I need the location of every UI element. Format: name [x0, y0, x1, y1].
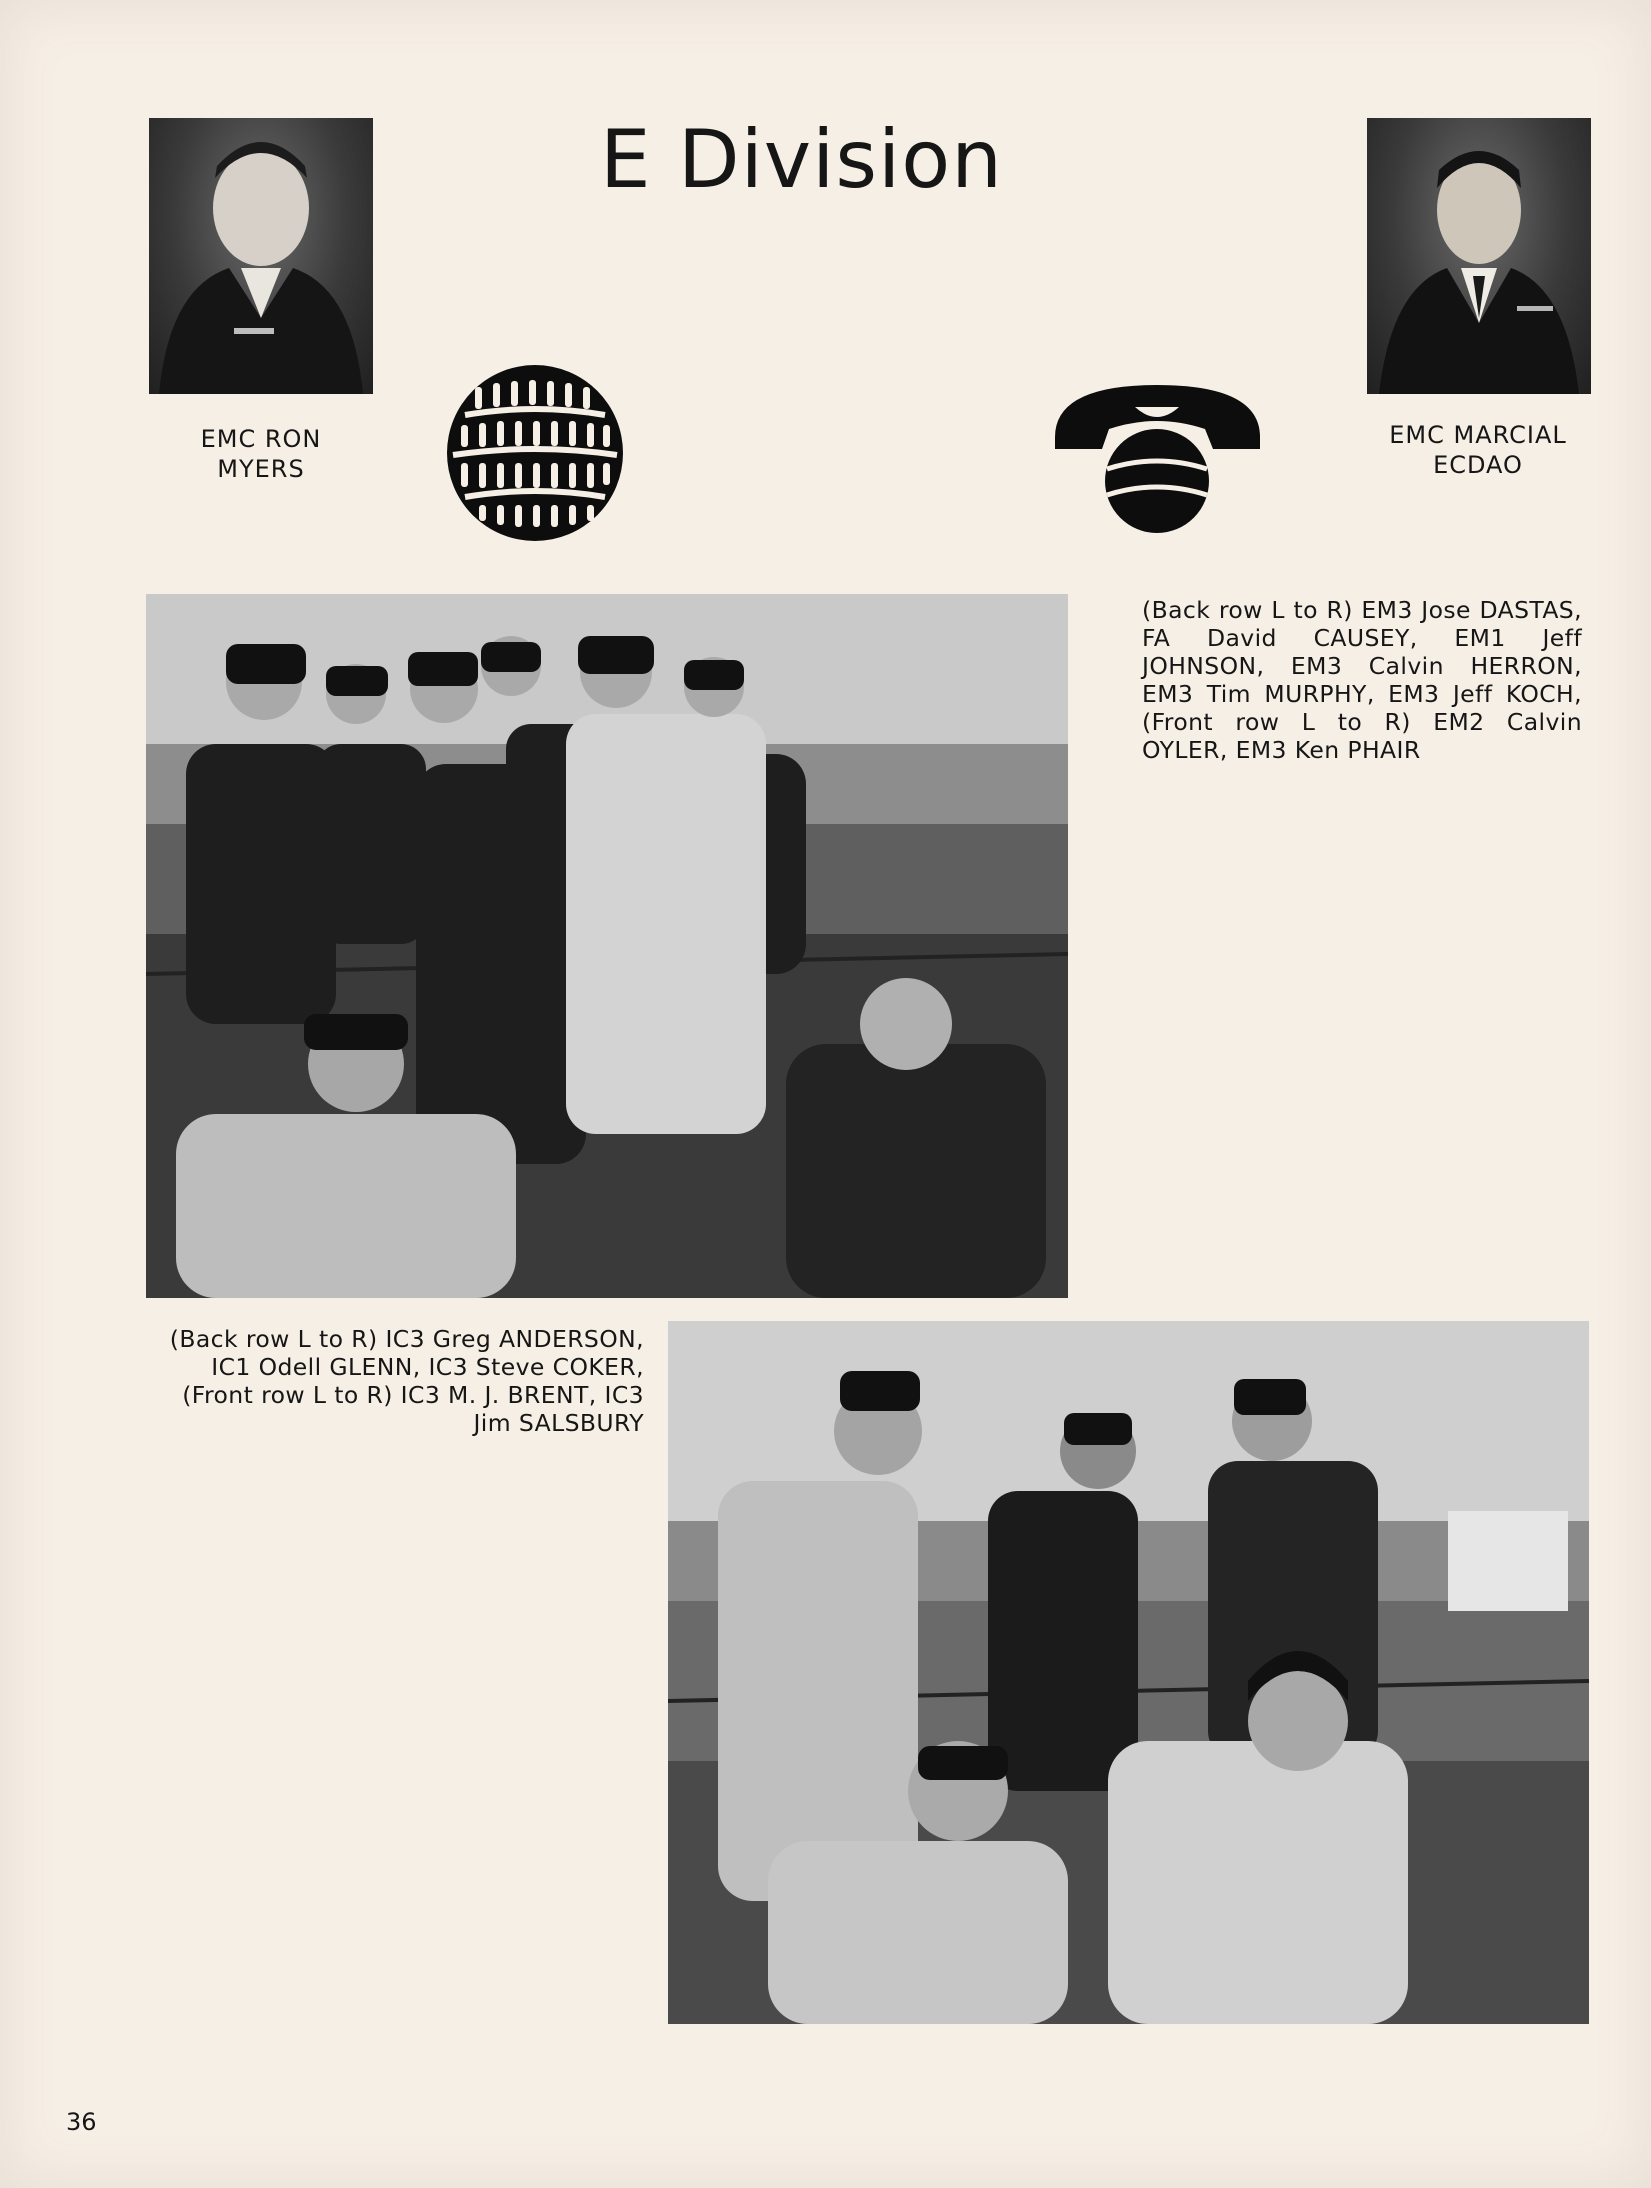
page-number: 36	[66, 2108, 97, 2136]
officer-left-line1: EMC RON	[200, 425, 322, 453]
officer-right-line2: ECDAO	[1433, 451, 1523, 479]
portrait-right-photo	[1367, 118, 1591, 394]
top-photo-caption: (Back row L to R) EM3 Jose DASTAS, FA David CAUSEY, EM1 Jeff JOHNSON, EM3 Calvin HERRON, EM3 Tim MURPHY, EM3 Jeff KOCH, (Front row L to R) EM2 Calvin OYLER, EM3 Ken PHAIR	[1142, 596, 1582, 764]
officer-left-caption	[141, 424, 381, 484]
officer-right-caption	[1358, 420, 1598, 480]
page-title: E Division	[600, 113, 1003, 206]
portrait-left-photo	[149, 118, 373, 394]
bottom-photo-caption: (Back row L to R) IC3 Greg ANDERSON, IC1 Odell GLENN, IC3 Steve COKER, (Front row L to R) IC3 M. J. BRENT, IC3 Jim SALSBURY	[169, 1325, 644, 1437]
group-photo-em	[146, 594, 1068, 1298]
globe-icon	[445, 363, 625, 543]
officer-right-line1: EMC MARCIAL	[1389, 421, 1567, 449]
telephone-icon	[1045, 377, 1270, 537]
officer-left-line2: MYERS	[217, 455, 305, 483]
group-photo-ic	[668, 1321, 1589, 2024]
